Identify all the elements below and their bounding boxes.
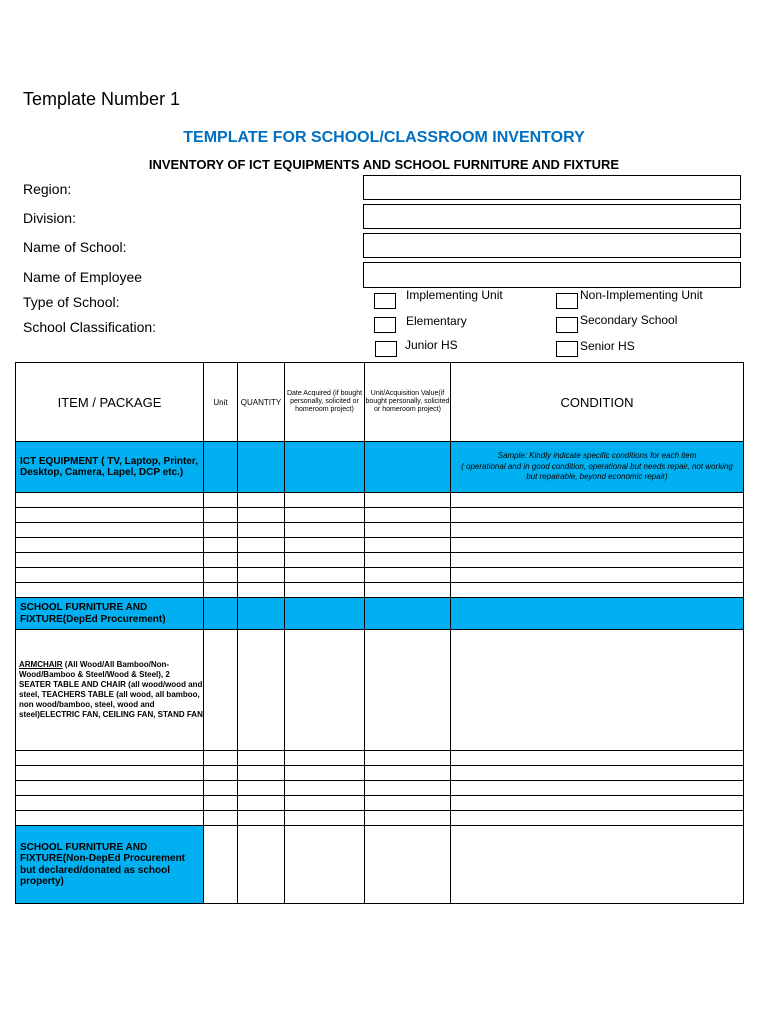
table-cell[interactable] [365, 523, 451, 538]
table-cell[interactable] [451, 766, 744, 781]
table-row [16, 781, 744, 796]
table-cell[interactable] [365, 781, 451, 796]
table-cell[interactable] [365, 751, 451, 766]
elementary-label: Elementary [406, 314, 467, 328]
table-cell[interactable] [365, 442, 451, 493]
table-cell[interactable] [204, 751, 238, 766]
table-cell[interactable] [16, 508, 204, 523]
furniture-deped-row [16, 598, 744, 630]
table-row [16, 811, 744, 826]
table-cell[interactable] [16, 538, 204, 553]
inventory-table [15, 362, 744, 904]
armchair-details: (All Wood/All Bamboo/Non-Wood/Bamboo & Steel/Wood & Steel), 2 SEATER TABLE AND CHAIR (all wood/wood and steel, TEACHERS TABLE (all wood, all bamboo, non wood/bamboo, steel, wood and steel)ELECTRIC FAN, CEILING FAN, STAND FAN [19, 660, 203, 719]
table-cell[interactable] [365, 598, 451, 630]
table-cell[interactable] [238, 508, 285, 523]
table-cell[interactable] [285, 630, 365, 751]
table-cell[interactable] [451, 781, 744, 796]
table-cell[interactable] [16, 781, 204, 796]
table-cell[interactable] [204, 630, 238, 751]
junior-hs-checkbox[interactable] [375, 341, 397, 357]
table-cell[interactable] [16, 751, 204, 766]
table-cell[interactable] [238, 630, 285, 751]
table-cell[interactable] [365, 538, 451, 553]
secondary-checkbox[interactable] [556, 317, 578, 333]
table-cell[interactable] [451, 811, 744, 826]
table-cell[interactable] [238, 442, 285, 493]
table-cell[interactable] [16, 766, 204, 781]
table-cell[interactable] [365, 811, 451, 826]
table-cell[interactable] [451, 508, 744, 523]
table-cell[interactable] [365, 508, 451, 523]
table-cell[interactable] [204, 442, 238, 493]
table-cell[interactable] [16, 493, 204, 508]
table-row [16, 553, 744, 568]
table-cell[interactable] [451, 630, 744, 751]
table-cell[interactable] [285, 568, 365, 583]
table-cell[interactable] [365, 568, 451, 583]
table-cell[interactable] [16, 796, 204, 811]
table-cell[interactable] [238, 538, 285, 553]
sample-title: Sample: Kindly indicate specific conditions for each item [497, 451, 697, 461]
table-row [16, 538, 744, 553]
table-cell[interactable] [204, 766, 238, 781]
table-cell[interactable] [204, 826, 238, 904]
sample-body: ( operational and in good condition, operational but needs repair, not working but repairable, beyond economic repair) [461, 461, 733, 482]
table-cell[interactable] [285, 826, 365, 904]
table-row [16, 493, 744, 508]
table-cell[interactable] [238, 583, 285, 598]
table-cell[interactable] [365, 826, 451, 904]
table-cell[interactable] [204, 493, 238, 508]
table-cell[interactable] [365, 493, 451, 508]
header-unit-value: Unit/Acquisition Value(if bought personally, solicited or homeroom project) [365, 363, 451, 442]
table-cell[interactable] [451, 493, 744, 508]
table-cell[interactable] [204, 583, 238, 598]
table-cell[interactable] [285, 598, 365, 630]
header-condition: CONDITION [451, 363, 744, 442]
table-cell[interactable] [238, 553, 285, 568]
table-header-row [16, 363, 744, 442]
table-cell[interactable] [204, 781, 238, 796]
table-cell[interactable] [16, 811, 204, 826]
header-quantity: QUANTITY [238, 363, 285, 442]
school-name-field[interactable] [363, 233, 741, 258]
table-cell[interactable] [204, 811, 238, 826]
table-cell[interactable] [204, 796, 238, 811]
table-cell[interactable] [451, 538, 744, 553]
table-cell[interactable] [285, 796, 365, 811]
armchair-heading: ARMCHAIR [19, 660, 63, 669]
header-unit: Unit [204, 363, 238, 442]
furniture-non-deped-row [16, 826, 744, 904]
table-cell[interactable] [204, 508, 238, 523]
table-cell[interactable] [285, 553, 365, 568]
table-cell[interactable] [285, 442, 365, 493]
table-cell[interactable] [238, 766, 285, 781]
table-cell[interactable] [204, 553, 238, 568]
region-field[interactable] [363, 175, 741, 200]
armchair-row [16, 630, 744, 751]
table-cell[interactable] [16, 568, 204, 583]
division-field[interactable] [363, 204, 741, 229]
table-cell[interactable] [285, 523, 365, 538]
table-row [16, 751, 744, 766]
table-row [16, 583, 744, 598]
senior-hs-label: Senior HS [580, 339, 635, 353]
table-cell[interactable] [451, 523, 744, 538]
ict-section-row [16, 442, 744, 493]
furniture-non-deped-label: SCHOOL FURNITURE AND FIXTURE(Non-DepEd Procurement but declared/donated as school property) [16, 826, 204, 904]
table-cell[interactable] [238, 781, 285, 796]
implementing-checkbox[interactable] [374, 293, 396, 309]
table-cell[interactable] [238, 796, 285, 811]
table-cell[interactable] [451, 751, 744, 766]
division-label: Division: [23, 210, 76, 226]
table-cell[interactable] [204, 568, 238, 583]
table-cell[interactable] [238, 523, 285, 538]
table-row [16, 796, 744, 811]
furniture-deped-label: SCHOOL FURNITURE AND FIXTURE(DepEd Procurement) [16, 598, 204, 630]
table-cell[interactable] [16, 553, 204, 568]
table-cell[interactable] [16, 523, 204, 538]
table-cell[interactable] [451, 583, 744, 598]
table-cell[interactable] [285, 493, 365, 508]
table-row [16, 523, 744, 538]
header-date-acquired: Date Acquired (if bought personally, solicited or homeroom project) [285, 363, 365, 442]
elementary-checkbox[interactable] [374, 317, 396, 333]
implementing-label: Implementing Unit [406, 288, 503, 302]
table-cell[interactable] [451, 598, 744, 630]
school-classification-label: School Classification: [23, 319, 157, 335]
region-label: Region: [23, 181, 72, 197]
table-cell[interactable] [204, 598, 238, 630]
page-subtitle: INVENTORY OF ICT EQUIPMENTS AND SCHOOL FURNITURE AND FIXTURE [148, 157, 620, 172]
table-cell[interactable] [451, 568, 744, 583]
condition-sample [451, 442, 744, 493]
table-cell[interactable] [238, 493, 285, 508]
header-item: ITEM / PACKAGE [16, 363, 204, 442]
table-cell[interactable] [238, 598, 285, 630]
page-title: TEMPLATE FOR SCHOOL/CLASSROOM INVENTORY [183, 129, 585, 146]
table-cell[interactable] [204, 523, 238, 538]
table-cell[interactable] [285, 538, 365, 553]
table-cell[interactable] [238, 751, 285, 766]
table-cell[interactable] [451, 553, 744, 568]
table-cell[interactable] [365, 583, 451, 598]
table-cell[interactable] [16, 583, 204, 598]
table-row [16, 508, 744, 523]
table-cell[interactable] [285, 583, 365, 598]
armchair-description [16, 630, 204, 751]
table-cell[interactable] [365, 766, 451, 781]
table-row [16, 568, 744, 583]
secondary-label: Secondary School [580, 313, 678, 327]
table-cell[interactable] [285, 751, 365, 766]
table-cell[interactable] [285, 766, 365, 781]
table-cell[interactable] [204, 538, 238, 553]
employee-name-label: Name of Employee [23, 269, 143, 285]
table-cell[interactable] [238, 826, 285, 904]
junior-hs-label: Junior HS [405, 338, 458, 352]
table-cell[interactable] [285, 811, 365, 826]
school-name-label: Name of School: [23, 239, 127, 255]
template-number: Template Number 1 [23, 89, 181, 109]
table-cell[interactable] [365, 796, 451, 811]
table-cell[interactable] [451, 826, 744, 904]
non-implementing-checkbox[interactable] [556, 293, 578, 309]
school-type-label: Type of School: [23, 294, 120, 310]
table-cell[interactable] [238, 811, 285, 826]
table-row [16, 766, 744, 781]
table-cell[interactable] [451, 796, 744, 811]
table-cell[interactable] [365, 553, 451, 568]
employee-name-field[interactable] [363, 262, 741, 288]
non-implementing-label: Non-Implementing Unit [580, 288, 703, 302]
senior-hs-checkbox[interactable] [556, 341, 578, 357]
ict-section-label: ICT EQUIPMENT ( TV, Laptop, Printer, Desktop, Camera, Lapel, DCP etc.) [16, 442, 204, 493]
table-cell[interactable] [285, 781, 365, 796]
table-cell[interactable] [365, 630, 451, 751]
table-cell[interactable] [285, 508, 365, 523]
table-cell[interactable] [238, 568, 285, 583]
